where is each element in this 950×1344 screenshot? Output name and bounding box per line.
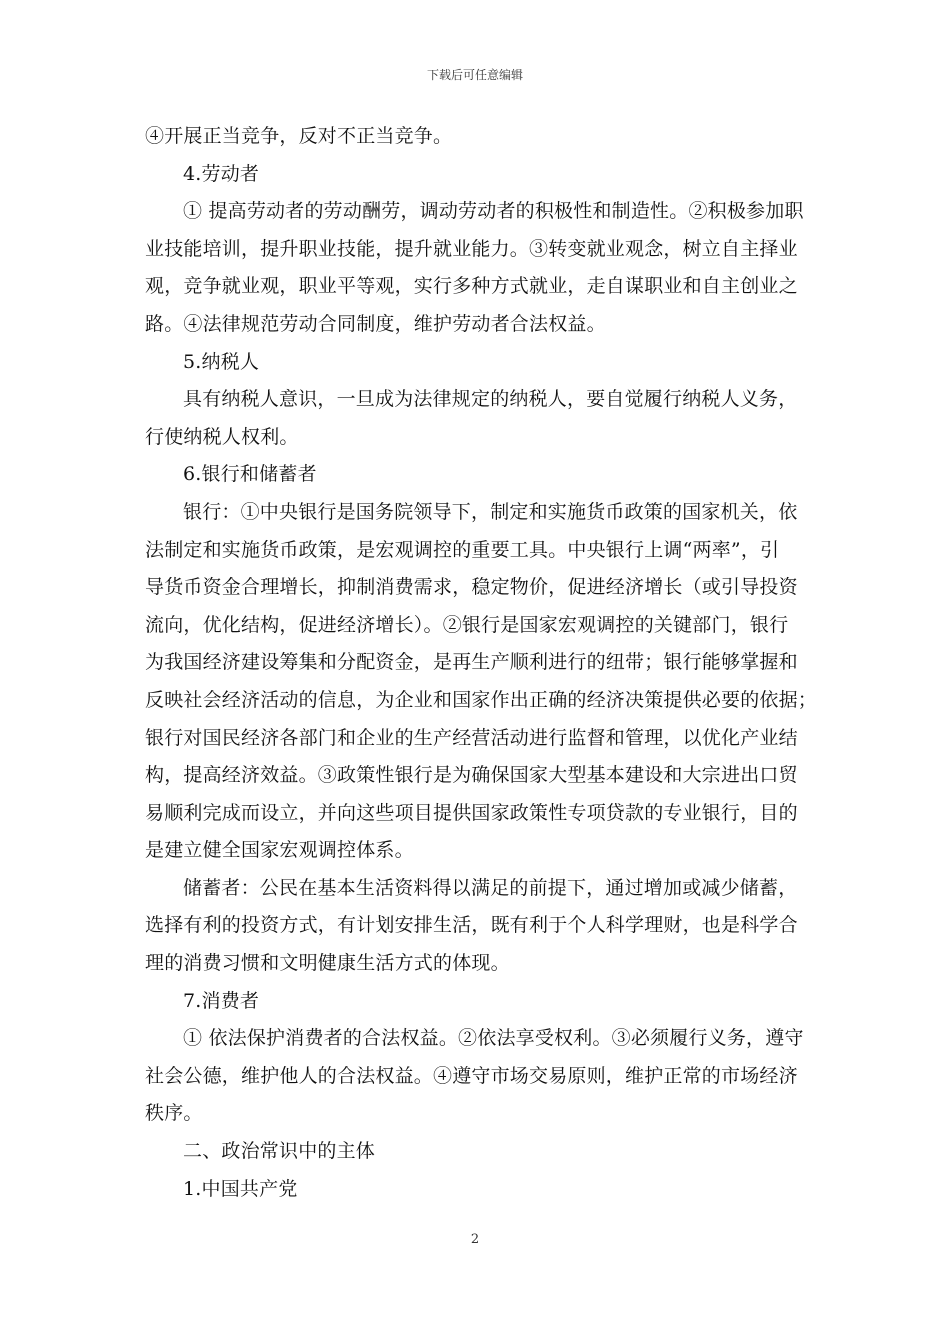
document-body xyxy=(145,118,818,1208)
text-line: 导货币资金合理增长，抑制消费需求，稳定物价，促进经济增长（或引导投资 xyxy=(145,576,798,599)
text-line: 构，提高经济效益。③政策性银行是为确保国家大型基本建设和大宗进出口贸 xyxy=(145,764,798,787)
text-line: 理的消费习惯和文明健康生活方式的体现。 xyxy=(145,952,510,975)
text-line: 观，竞争就业观，职业平等观，实行多种方式就业，走自谋职业和自主创业之 xyxy=(145,275,798,298)
page-header: 下载后可任意编辑 xyxy=(426,68,523,82)
text-line: 业技能培训，提升职业技能，提升就业能力。③转变就业观念，树立自主择业 xyxy=(145,237,798,260)
text-line: 7.消费者 xyxy=(183,989,260,1012)
text-line: ① 提高劳动者的劳动酬劳，调动劳动者的积极性和制造性。②积极参加职 xyxy=(183,200,804,223)
text-line: 为我国经济建设筹集和分配资金，是再生产顺利进行的纽带；银行能够掌握和 xyxy=(145,651,798,674)
text-line: 选择有利的投资方式，有计划安排生活，既有利于个人科学理财，也是科学合 xyxy=(145,914,798,937)
text-line: 4.劳动者 xyxy=(183,162,260,185)
text-line: 行使纳税人权利。 xyxy=(145,425,299,448)
text-line: ④开展正当竞争，反对不正当竞争。 xyxy=(145,125,453,147)
text-line: 5.纳税人 xyxy=(183,350,260,373)
text-line: 社会公德，维护他人的合法权益。④遵守市场交易原则，维护正常的市场经济 xyxy=(145,1064,798,1087)
text-line: 银行：①中央银行是国务院领导下，制定和实施货币政策的国家机关，依 xyxy=(183,500,798,523)
text-line: 具有纳税人意识，一旦成为法律规定的纳税人，要自觉履行纳税人义务， xyxy=(183,388,798,411)
text-line: 是建立健全国家宏观调控体系。 xyxy=(145,839,414,862)
text-line: 流向，优化结构，促进经济增长）。②银行是国家宏观调控的关键部门，银行 xyxy=(145,613,789,636)
text-line: 储蓄者：公民在基本生活资料得以满足的前提下，通过增加或减少储蓄， xyxy=(183,876,798,899)
text-line: 6.银行和储蓄者 xyxy=(183,463,317,486)
text-line: 反映社会经济活动的信息，为企业和国家作出正确的经济决策提供必要的依据； xyxy=(145,688,818,711)
text-line: 秩序。 xyxy=(145,1102,203,1125)
page-number: 2 xyxy=(470,1232,480,1247)
text-line: 路。④法律规范劳动合同制度，维护劳动者合法权益。 xyxy=(145,312,606,335)
text-line: 二、政治常识中的主体 xyxy=(183,1140,376,1163)
text-line: ① 依法保护消费者的合法权益。②依法享受权利。③必须履行义务，遵守 xyxy=(183,1027,804,1050)
text-line: 银行对国民经济各部门和企业的生产经营活动进行监督和管理，以优化产业结 xyxy=(145,726,798,749)
text-line: 易顺利完成而设立，并向这些项目提供国家政策性专项贷款的专业银行，目的 xyxy=(145,801,798,824)
text-line: 1.中国共产党 xyxy=(183,1177,298,1200)
text-line: 法制定和实施货币政策，是宏观调控的重要工具。中央银行上调“两率”，引 xyxy=(145,538,780,561)
